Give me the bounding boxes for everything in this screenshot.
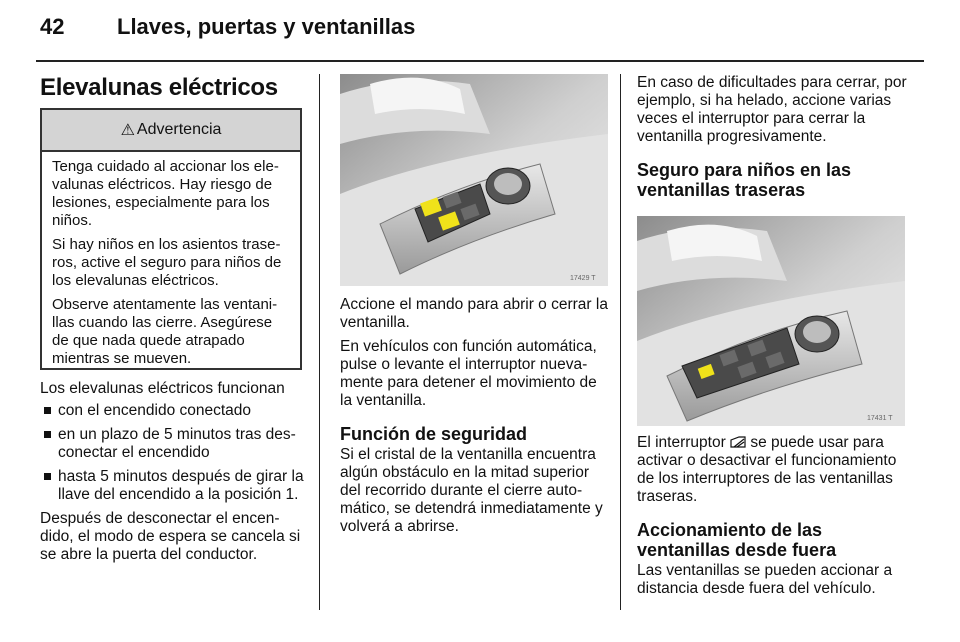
automatic-text: En vehículos con función automática, pulse o levante el interruptor nuevamente para detener el movimiento de la ventanilla. (340, 338, 597, 409)
section-title: Elevalunas eléctricos (40, 74, 278, 101)
chapter-title: Llaves, puertas y ventanillas (117, 14, 416, 39)
list-item (40, 468, 305, 504)
warning-header (42, 110, 300, 152)
child-lock-text (637, 434, 907, 506)
warning-paragraph: Observe atentamente las ventanillas cuando las cierre. Asegúrese de que nada quede atrapado mientras se mueven. (52, 296, 278, 367)
remote-heading: Accionamiento de las ventanillas desde fuera (637, 520, 837, 560)
window-switch-figure (340, 74, 608, 286)
child-lock-text-start: El interruptor (637, 434, 726, 451)
bullet-icon (44, 407, 51, 414)
column-2-text (340, 296, 608, 542)
header-rule (36, 60, 924, 62)
bullet-icon (44, 473, 51, 480)
child-lock-figure (637, 216, 905, 426)
list-item (40, 402, 305, 420)
child-lock-heading: Seguro para niños en las ventanillas traseras (637, 160, 852, 200)
bullet-icon (44, 431, 51, 438)
column-1-text (40, 380, 305, 570)
warning-body (42, 152, 300, 368)
column-divider (319, 74, 320, 610)
figure-reference: 17431 T (867, 415, 893, 422)
column-3-text (637, 74, 907, 204)
child-lock-text-end: se puede usar para activar o desactivar el funcionamiento de los interruptores de las ventanillas traseras. (637, 434, 897, 505)
warning-triangle-icon: ⚠ (120, 122, 135, 139)
page-number: 42 (40, 14, 65, 39)
column-divider (620, 74, 621, 610)
frozen-text: En caso de dificultades para cerrar, por ejemplo, si ha helado, accione varias veces el interruptor para cerrar la ventanilla progresivamente. (637, 74, 907, 145)
child-lock-window-icon (730, 436, 746, 448)
warning-paragraph: Tenga cuidado al accionar los elevalunas eléctricos. Hay riesgo de lesiones, especialmente para los niños. (52, 158, 279, 229)
intro-text: Los elevalunas eléctricos funcionan (40, 380, 285, 397)
standby-text: Después de desconectar el encendido, el modo de espera se cancela si se abre la puerta del conductor. (40, 510, 301, 563)
safety-heading: Función de seguridad (340, 424, 528, 444)
safety-text: Si el cristal de la ventanilla encuentra algún obstáculo en la mitad superior del recorrido durante el cierre automático, se detendrá inmediatamente y volverá a abrirse. (340, 446, 603, 535)
warning-box (40, 108, 302, 370)
operation-text: Accione el mando para abrir o cerrar la ventanilla. (340, 296, 608, 331)
column-3-lower-text (637, 434, 907, 604)
list-item-text: en un plazo de 5 minutos tras desconectar el encendido (58, 426, 296, 461)
warning-paragraph: Si hay niños en los asientos traseros, active el seguro para niños de los elevalunas eléctricos. (52, 236, 282, 289)
list-item-text: con el encendido conectado (58, 402, 252, 419)
list-item-text: hasta 5 minutos después de girar la llave del encendido a la posición 1. (58, 468, 304, 503)
warning-label: Advertencia (136, 121, 222, 138)
list-item (40, 426, 305, 462)
figure-reference: 17429 T (570, 275, 596, 282)
remote-text: Las ventanillas se pueden accionar a distancia desde fuera del vehículo. (637, 562, 893, 597)
